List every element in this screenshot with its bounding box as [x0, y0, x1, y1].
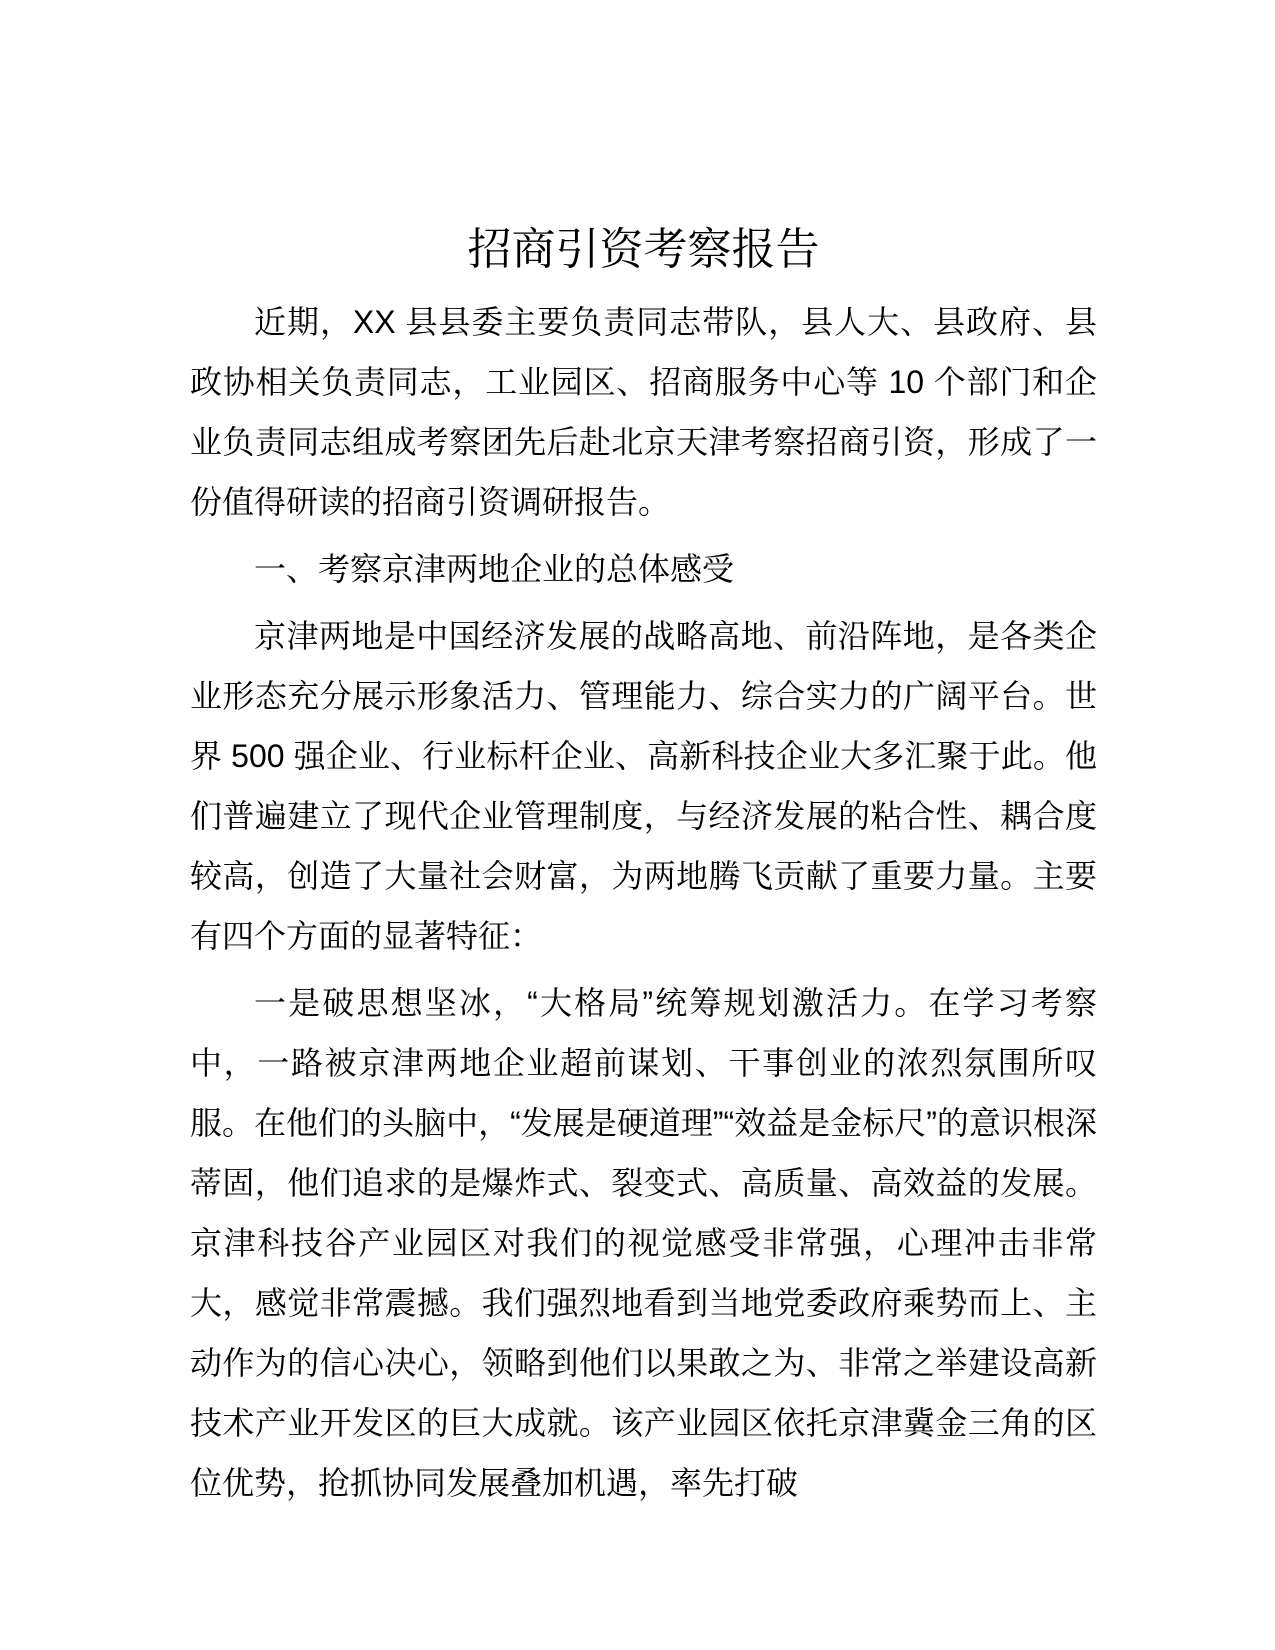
- section-heading-1: 一、考察京津两地企业的总体感受: [254, 551, 735, 587]
- paragraph-intro: 近期，XX 县县委主要负责同志带队，县人大、县政府、县政协相关负责同志，工业园区、招商服务中心等 10 个部门和企业负责同志组成考察团先后赴北京天津考察招商引资，形成了一份值得研读的招商引资调研报告。: [190, 304, 1097, 520]
- document-title: 招商引资考察报告: [467, 225, 820, 274]
- paragraph-feature-1: 一是破思想坚冰，“大格局”统筹规划激活力。在学习考察中，一路被京津两地企业超前谋划、干事创业的浓烈氛围所叹服。在他们的头脑中，“发展是硬道理”“效益是金标尺”的意识根深蒂固，他们追求的是爆炸式、裂变式、高质量、高效益的发展。京津科技谷产业园区对我们的视觉感受非常强，心理冲击非常大，感觉非常震撼。我们强烈地看到当地党委政府乘势而上、主动作为的信心决心，领略到他们以果敢之为、非常之举建设高新技术产业开发区的巨大成就。该产业园区依托京津冀金三角的区位优势，抢抓协同发展叠加机遇，率先打破: [190, 985, 1097, 1501]
- paragraph-overall-impression: 京津两地是中国经济发展的战略高地、前沿阵地，是各类企业形态充分展示形象活力、管理能力、综合实力的广阔平台。世界 500 强企业、行业标杆企业、高新科技企业大多汇聚于此。他们普遍建立了现代企业管理制度，与经济发展的粘合性、耦合度较高，创造了大量社会财富，为两地腾飞贡献了重要力量。主要有四个方面的显著特征：: [190, 618, 1097, 954]
